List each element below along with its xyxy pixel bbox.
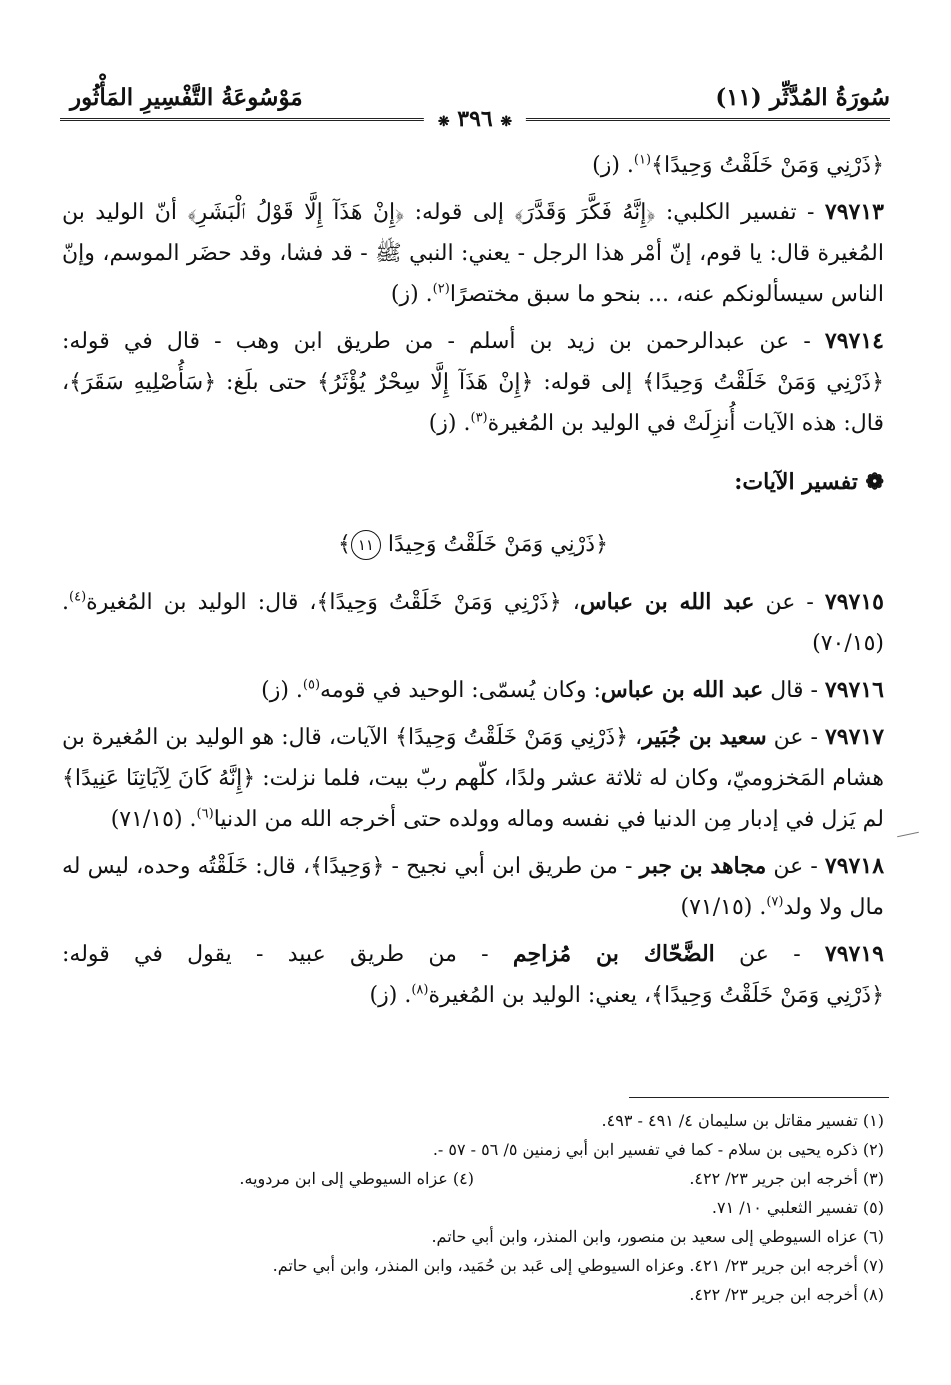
quran-quote: ﴿إِنْ هَذَآ إِلَّا سِحْرٌ يُؤْثَرُ﴾ (317, 370, 534, 395)
quran-quote: ﴿ذَرْنِي وَمَنْ خَلَقْتُ وَحِيدًا﴾ (395, 725, 629, 750)
quran-quote: ﴿ذَرْنِي وَمَنْ خَلَقْتُ وَحِيدًا﴾ (651, 153, 884, 178)
athar-79717 (62, 717, 884, 840)
footnote-ref[interactable]: (١) (633, 152, 652, 168)
paragraph-text: إلى قوله: (533, 370, 643, 395)
paragraph-text: : وكان يُسمّى: الوحيد في قومه (320, 678, 601, 703)
paragraph-text: ، يعني: الوليد بن المُغيرة (428, 983, 652, 1008)
narrator-name: الضَّحّاك بن مُزاحِم (512, 941, 715, 967)
ornament-icon: ❋ (437, 114, 450, 130)
athar-79716 (62, 670, 884, 711)
paragraph-text: ، قال: خَلَقْتُه وحده، ليس له مال ولا ولد (62, 854, 884, 920)
paragraph-text: - من طريق عبيد - يقول في قوله: (62, 942, 513, 967)
footnote-ref[interactable]: (٤) (69, 589, 87, 605)
paragraph-text: . (ز) (390, 282, 433, 307)
narrator-name: عبد الله بن عباس (600, 677, 764, 703)
athar-79713 (62, 192, 884, 315)
paragraph-text: . (ز) (592, 153, 634, 178)
athar-number: ٧٩٧١٦ (824, 677, 884, 703)
page-header (60, 78, 890, 132)
paragraph-text: - تفسير الكلبي: (655, 200, 825, 225)
paragraph-text: - عن (766, 854, 825, 879)
paragraph-text: - عن عبدالرحمن بن زيد بن أسلم - من طريق ابن وهب - قال في قوله: (62, 329, 825, 354)
paragraph-text: حتى بلَغ: (216, 370, 318, 395)
paragraph-text: ، (628, 725, 643, 750)
page-number: ٣٩٦ (457, 106, 493, 132)
paragraph-text: . (ز) (428, 411, 471, 436)
paragraph-text: لم يَزل في إدبار مِن الدنيا في نفسه وماله وولده حتى أخرجه الله من الدنيا (213, 807, 884, 832)
athar-number: ٧٩٧١٤ (824, 328, 884, 354)
paragraph-text: . (٧١/١٥) (680, 895, 767, 920)
footnote-1: (١) تفسير مقاتل بن سليمان ٤/ ٤٩١ - ٤٩٣. (601, 1111, 884, 1130)
footnote-2: (٢) ذكره يحيى بن سلام - كما في تفسير ابن أبي زمنين ٥/ ٥٦ - ٥٧ -. (432, 1140, 884, 1159)
quran-quote: ﴿إِنَّهُ كَانَ لِآيَاتِنَا عَنِيدًا﴾ (62, 766, 256, 791)
footnote-7: (٧) أخرجه ابن جرير ٢٣/ ٤٢١. وعزاه السيوطي إلى عَبد بن حُمَيد، وابن المنذر، وابن أبي حاتم. (272, 1256, 884, 1275)
narrator-name: سعيد بن جُبَير (642, 724, 767, 750)
paragraph-text: - عن (766, 725, 825, 750)
paragraph-text: . (ز) (261, 678, 303, 703)
narrator-name: عبد الله بن عباس (579, 589, 755, 615)
page-number-block (424, 106, 526, 132)
footnote-3: (٣) أخرجه ابن جرير ٢٣/ ٤٢٢. (689, 1169, 884, 1188)
quran-quote: ﴿سَأُصْلِيهِ سَقَرَ﴾ (69, 370, 217, 395)
paragraph-text: . (٧٠/١٥) (62, 590, 884, 656)
paragraph-text: ، قال: الوليد بن المُغيرة (86, 590, 317, 615)
quran-quote: ﴿إِنَّهُ فَكَّرَ وَقَدَّرَ﴾ (514, 200, 656, 225)
verse-close: ﴾ (338, 532, 351, 557)
athar-79715 (62, 582, 884, 664)
paragraph-text: أنّ الوليد بن المُغيرة قال: يا قوم، إنّ أمْر هذا الرجل - يعني: النبي ﷺ - قد فشا، وقد حضَر الموسم، وإنّ الناس سيسألونكم عنه، ... بنحو ما سبق مختصرًا (62, 200, 884, 307)
footnote-5: (٥) تفسير الثعلبي ١٠/ ٧١. (711, 1198, 884, 1217)
margin-mark (897, 832, 919, 838)
athar-79719 (62, 934, 884, 1016)
footnotes (62, 1106, 884, 1309)
verse-number-icon: ١١ (351, 530, 381, 560)
athar-number: ٧٩٧١٥ (824, 589, 884, 615)
main-text (62, 145, 884, 1022)
verse-heading (62, 524, 884, 566)
paragraph-text: - قال (763, 678, 825, 703)
section-title: ❁ تفسير الآيات: (734, 469, 884, 495)
paragraph-text: . (ز) (369, 983, 412, 1008)
quran-quote: ﴿إِنْ هَذَآ إِلَّا قَوْلُ ٱلْبَشَرِ﴾ (187, 200, 405, 225)
quran-quote: ﴿ذَرْنِي وَمَنْ خَلَقْتُ وَحِيدًا﴾ (316, 590, 562, 615)
footnote-ref[interactable]: (٢) (432, 281, 450, 297)
footnote-4: (٤) عزاه السيوطي إلى ابن مردويه. (239, 1169, 474, 1188)
paragraph-text: ، (561, 590, 580, 615)
athar-number: ٧٩٧١٧ (824, 724, 885, 750)
book-title: مَوْسُوعَةُ التَّفْسِيرِ المَأْثُور (70, 84, 303, 111)
quran-quote: ﴿وَحِيدًا﴾ (310, 854, 385, 879)
athar-number: ٧٩٧١٩ (824, 941, 884, 967)
athar-79718 (62, 846, 884, 928)
surah-title: سُورَةُ المُدَّثِّر (١١) (715, 84, 890, 111)
footnote-ref[interactable]: (٦) (196, 806, 214, 822)
paragraph-text: - عن (754, 590, 825, 615)
paragraph-text: - من طريق ابن أبي نجيح - (384, 854, 640, 879)
footnote-divider (629, 1097, 889, 1098)
footnote-ref[interactable]: (٥) (302, 677, 321, 693)
athar-number: ٧٩٧١٨ (824, 853, 885, 879)
footnote-ref[interactable]: (٧) (766, 894, 784, 910)
footnote-ref[interactable]: (٣) (470, 410, 488, 426)
narrator-name: مجاهد بن جبر (639, 853, 767, 879)
footnote-ref[interactable]: (٨) (411, 982, 429, 998)
verse-text: ﴿ذَرْنِي وَمَنْ خَلَقْتُ وَحِيدًا (387, 532, 608, 557)
paragraph-text: - عن (714, 942, 825, 967)
paragraph-continuation (62, 145, 884, 186)
ornament-icon: ❋ (500, 114, 513, 130)
footnote-row (62, 1164, 884, 1193)
paragraph-text: إلى قوله: (404, 200, 515, 225)
quran-quote: ﴿ذَرْنِي وَمَنْ خَلَقْتُ وَحِيدًا﴾ (642, 370, 885, 395)
paragraph-text: . (٧١/١٥) (110, 807, 197, 832)
paragraph-text: الآيات، قال: هو الوليد بن المُغيرة بن هشام المَخزوميّ، وكان له ثلاثة عشر ولدًا، كلّهم ربّ بيت، فلما نزلت: (62, 725, 884, 791)
athar-number: ٧٩٧١٣ (824, 199, 884, 225)
athar-79714 (62, 321, 884, 444)
footnote-8: (٨) أخرجه ابن جرير ٢٣/ ٤٢٢. (689, 1285, 884, 1304)
footnote-6: (٦) عزاه السيوطي إلى سعيد بن منصور، وابن المنذر، وابن أبي حاتم. (431, 1227, 884, 1246)
quran-quote: ﴿ذَرْنِي وَمَنْ خَلَقْتُ وَحِيدًا﴾ (651, 983, 884, 1008)
paragraph-text: ، قال: هذه الآيات أُنزِلَتْ في الوليد بن المُغيرة (62, 370, 884, 436)
